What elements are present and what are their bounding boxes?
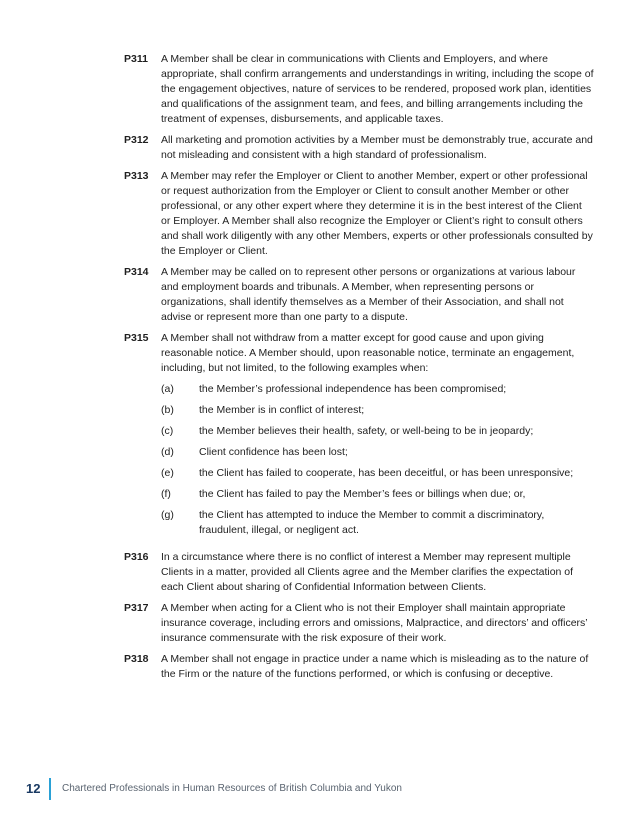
list-item-text: the Member believes their health, safety, or well-being to be in jeopardy; <box>199 425 534 437</box>
paragraph-text: A Member shall not engage in practice under a name which is misleading as to the nature of the Firm or the nature of the functions performed, or which is confusing or deceptive. <box>161 653 589 680</box>
paragraph-text: A Member shall be clear in communications with Clients and Employers, and where appropriate, shall confirm arrangements and understandings in writing, including the scope of the engagement objectives, nature of services to be rendered, proposed work plan, identities and qualifications of the assignment team, and fees, and billing arrangements including the treatment of expenses, disbursements, and applicable taxes. <box>161 53 594 125</box>
paragraph-p312 <box>124 133 594 163</box>
paragraph-p317 <box>124 601 594 646</box>
list-item-text: the Client has failed to pay the Member’s fees or billings when due; or, <box>199 488 526 500</box>
list-item-label: (c) <box>161 425 174 437</box>
paragraph-id: P313 <box>124 170 149 182</box>
list-item <box>161 445 594 460</box>
list-item <box>161 382 594 397</box>
paragraph-p316 <box>124 550 594 595</box>
page-footer <box>0 778 638 800</box>
list-item-text: Client confidence has been lost; <box>199 446 348 458</box>
paragraph-text: In a circumstance where there is no conflict of interest a Member may represent multiple Clients in a matter, provided all Clients agree and the Member clarifies the expectation of each Client about sharing of Confidential Information between Clients. <box>161 551 574 593</box>
paragraph-id: P317 <box>124 602 149 614</box>
paragraph-p314 <box>124 265 594 325</box>
footer-divider <box>49 778 51 800</box>
page-number: 12 <box>26 781 41 796</box>
paragraph-body <box>161 331 594 544</box>
list-item-label: (e) <box>161 467 174 479</box>
paragraph-id: P312 <box>124 134 149 146</box>
list-item <box>161 508 594 538</box>
list-item <box>161 403 594 418</box>
list-item-text: the Member is in conflict of interest; <box>199 404 365 416</box>
paragraph-p311 <box>124 52 594 127</box>
paragraph-text: A Member may be called on to represent other persons or organizations at various labour and employment boards and tribunals. A Member, when representing persons or organizations, shall identify themselves as a Member of their Association, and shall not advise or represent more than one party to a dispute. <box>161 266 576 323</box>
termination-examples-list <box>161 382 594 538</box>
list-item-label: (a) <box>161 383 174 395</box>
list-item-text: the Client has failed to cooperate, has been deceitful, or has been unresponsive; <box>199 467 574 479</box>
footer-organization-name: Chartered Professionals in Human Resources of British Columbia and Yukon <box>62 783 402 794</box>
list-item-text: the Member’s professional independence has been compromised; <box>199 383 507 395</box>
list-item-label: (g) <box>161 509 174 521</box>
list-item-text: the Client has attempted to induce the Member to commit a discriminatory, fraudulent, illegal, or negligent act. <box>199 509 545 536</box>
list-item-label: (b) <box>161 404 174 416</box>
list-item-label: (f) <box>161 488 171 500</box>
list-item <box>161 466 594 481</box>
list-item <box>161 487 594 502</box>
paragraph-p315 <box>124 331 594 544</box>
list-item-label: (d) <box>161 446 174 458</box>
paragraph-text: A Member may refer the Employer or Client to another Member, expert or other professional or request authorization from the Employer or Client to consult another Member or other professional, or any other expert where they determine it is in the best interest of the Client or Employer. A Member shall also recognize the Employer or Client’s right to consult others and shall work diligently with any other Members, experts or other professionals consulted by the Employer or Client. <box>161 170 593 257</box>
paragraph-p318 <box>124 652 594 682</box>
paragraph-id: P311 <box>124 53 148 65</box>
paragraph-text: All marketing and promotion activities by a Member must be demonstrably true, accurate and not misleading and consistent with a high standard of professionalism. <box>161 134 593 161</box>
paragraph-p313 <box>124 169 594 259</box>
paragraph-id: P316 <box>124 551 149 563</box>
paragraph-id: P318 <box>124 653 149 665</box>
paragraph-text: A Member shall not withdraw from a matter except for good cause and upon giving reasonable notice. A Member should, upon reasonable notice, terminate an engagement, including, but not limited, to the following examples when: <box>161 332 575 374</box>
paragraph-id: P314 <box>124 266 149 278</box>
paragraph-text: A Member when acting for a Client who is not their Employer shall maintain appropriate insurance coverage, including errors and omissions, Malpractice, and directors’ and officers’ insurance commensurate with the risk exposure of their work. <box>161 602 588 644</box>
document-body <box>124 52 594 688</box>
paragraph-id: P315 <box>124 332 149 344</box>
list-item <box>161 424 594 439</box>
